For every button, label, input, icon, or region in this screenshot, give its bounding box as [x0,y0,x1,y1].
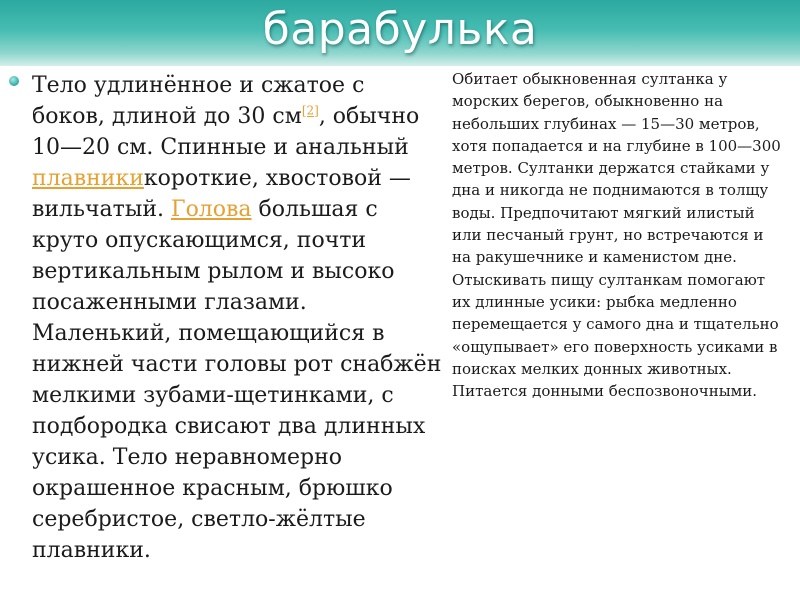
head-link[interactable]: Голова [171,197,252,222]
bullet-icon [9,76,19,86]
habitat-paragraph: Обитает обыкновенная султанка у морских берегов, обыкновенно на небольших глубинах — 15—30 метров, хотя попадается и на глубине в 100—300 метров. Султанки держатся стайками у дна и никогда не поднимаются в толщу воды. Предпочитают мягкий илистый или песчаный грунт, но встречаются и на ракушечнике и каменистом дне. Отыскивать пищу султанкам помогают их длинные усики: рыбка медленно перемещается у самого дна и тщательно «ощупывает» его поверхность усиками в поисках мелких донных животных. Питается донными беспозвоночными. [452,70,781,401]
description-paragraph [32,70,444,566]
text-segment: Тело удлинённое и сжатое с боков, длиной до 30 см [32,73,365,129]
reference-link[interactable]: [2] [301,103,319,118]
text-segment: короткие, хвостовой — вильчатый. [32,166,411,222]
text-segment: большая с круто опускающимся, почти вертикальным рылом и высоко посаженными глазами. Маленький, помещающийся в нижней части головы рот снабжён мелкими зубами-щетинками, с подбородка свисают два длинных усика. Тело неравномерно окрашенное красным, брюшко серебристое, светло-жёлтые плавники. [32,197,442,563]
text-segment: , обычно 10—20 см. Спинные и анальный [32,104,420,160]
fins-link[interactable]: плавники [32,166,144,191]
slide-title: барабулька [262,4,538,55]
